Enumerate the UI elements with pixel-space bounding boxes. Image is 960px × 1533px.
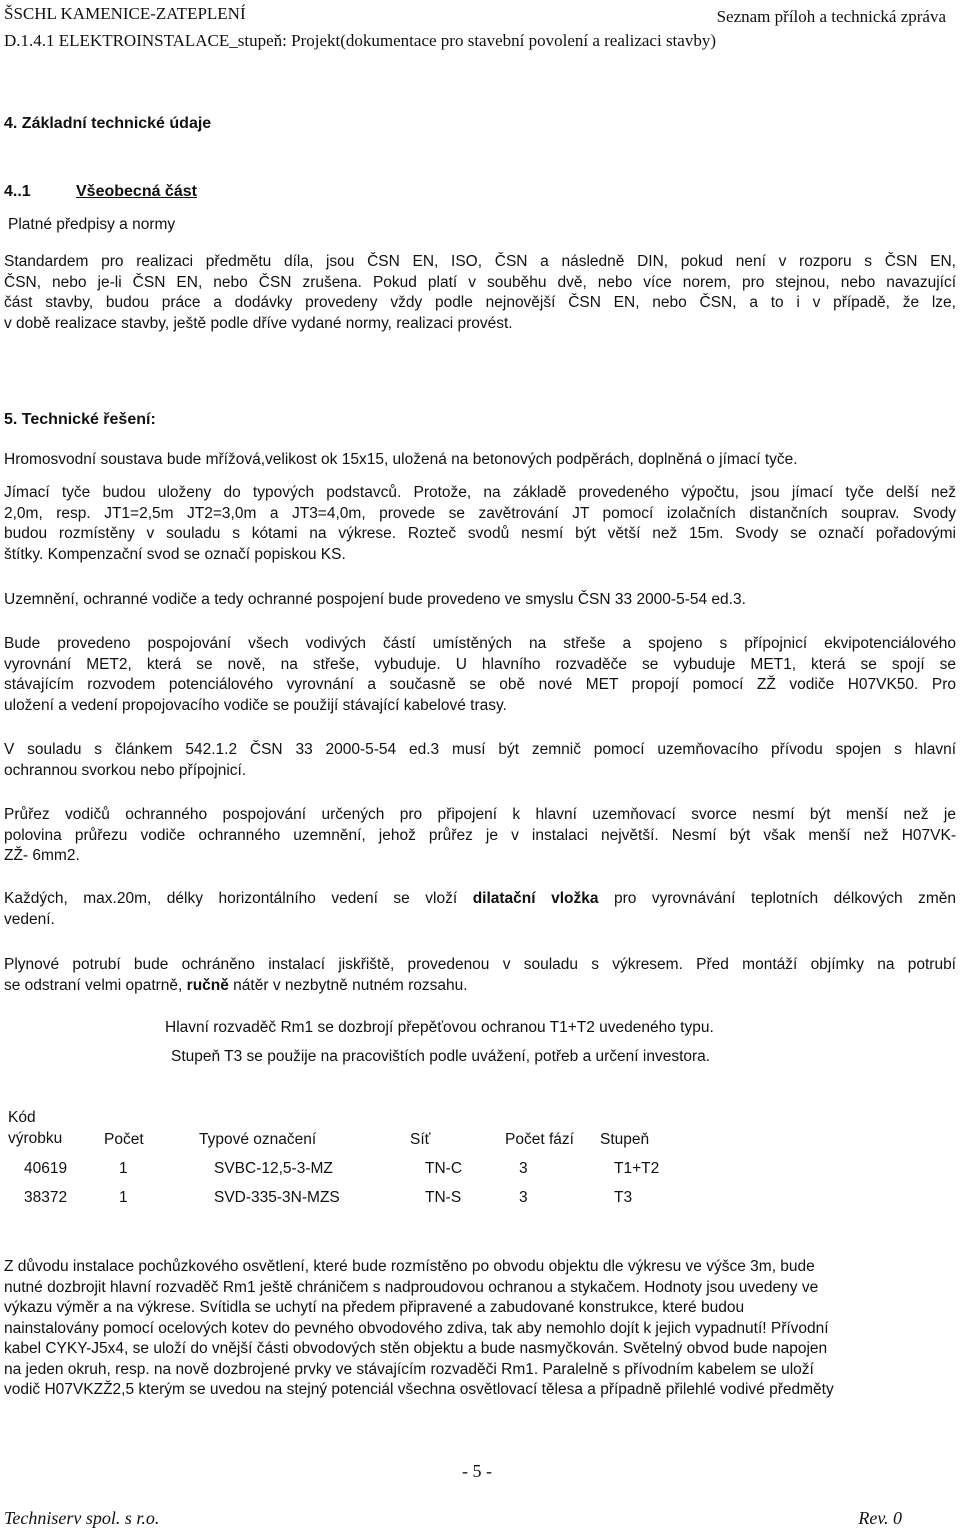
regulations-caption: Platné předpisy a normy bbox=[8, 216, 176, 233]
footer-revision: Rev. 0 bbox=[858, 1508, 902, 1528]
paragraph-line: Z důvodu instalace pochůzkového osvětlení, které bude rozmístěno po obvodu objektu dle výkresu ve výšce 3m, bude bbox=[4, 1258, 815, 1275]
table-cell: 1 bbox=[119, 1160, 128, 1177]
air-terminals-paragraph bbox=[4, 483, 956, 565]
bold-text-run: ručně bbox=[186, 976, 229, 994]
table-cell: 38372 bbox=[24, 1189, 68, 1206]
paragraph-line: část stavby, budou práce a dodávky provedeny vždy podle nejnovější ČSN EN, nebo ČSN, a to i v případě, že lze, bbox=[4, 294, 956, 311]
subsection-title: Všeobecná část bbox=[76, 183, 197, 200]
paragraph-line: vodič H07VKZŽ2,5 kterým se uvedou na stejný potenciál všechna osvětlovací tělesa a případně přilehlé vodivé předměty bbox=[4, 1381, 834, 1398]
text-run: nátěr v nezbytně nutném rozsahu. bbox=[228, 976, 468, 994]
header-line: výrobku bbox=[8, 1130, 63, 1147]
section-5-title: 5. Technické řešení: bbox=[4, 411, 156, 428]
table-cell: 40619 bbox=[24, 1160, 68, 1177]
table-header-cell bbox=[8, 1107, 104, 1149]
table-header-cell: Počet bbox=[104, 1131, 144, 1148]
paragraph-line: ochrannou svorkou nebo přípojnicí. bbox=[4, 761, 247, 779]
table-header-cell: Typové označení bbox=[199, 1131, 317, 1148]
table-cell: SVBC-12,5-3-MZ bbox=[214, 1160, 333, 1177]
header-subtitle: D.1.4.1 ELEKTROINSTALACE_stupeň: Projekt(dokumentace pro stavební povolení a realizaci stavby) bbox=[4, 31, 716, 50]
paragraph-line: nainstalovány pomocí ocelových kotev do pevného obvodového zdiva, tak aby nemohlo dojít k jejich vypadnutí! Přívodní bbox=[4, 1319, 829, 1337]
surge-protection-note: Hlavní rozvaděč Rm1 se dozbrojí přepěťovou ochranou T1+T2 uvedeného typu. bbox=[165, 1019, 714, 1036]
lighting-paragraph bbox=[4, 1257, 956, 1401]
paragraph-line: uložení a vedení propojovacího vodiče se použijí stávající kabelové trasy. bbox=[4, 696, 507, 714]
conductor-cross-section-paragraph bbox=[4, 805, 956, 867]
paragraph-line: Průřez vodičů ochranného pospojování určených pro připojení k hlavní uzemňovací svorce nesmí být menší než je bbox=[4, 806, 956, 823]
table-cell: SVD-335-3N-MZS bbox=[214, 1189, 340, 1206]
page-number: - 5 - bbox=[462, 1461, 492, 1481]
text-run: pro vyrovnávání teplotních délkových změn bbox=[598, 890, 957, 907]
paragraph-line: Jímací tyče budou uloženy do typových podstavců. Protože, na základě provedeného výpočtu, jsou jímací tyče delší než bbox=[4, 484, 956, 501]
expansion-joint-paragraph bbox=[4, 889, 956, 930]
lightning-system-paragraph: Hromosvodní soustava bude mřížová,velikost ok 15x15, uložená na betonových podpěrách, doplněná o jímací tyče. bbox=[4, 451, 798, 468]
table-header-cell: Stupeň bbox=[600, 1131, 650, 1148]
table-cell: 1 bbox=[119, 1189, 128, 1206]
table-header-row bbox=[8, 1107, 690, 1149]
table-cell: TN-C bbox=[425, 1160, 463, 1177]
paragraph-line: vedení. bbox=[4, 910, 55, 928]
table-cell: TN-S bbox=[425, 1189, 462, 1206]
paragraph-line: výkazu výměr a na výkrese. Svítidla se uchytí na předem připravené a zabudované konstrukce, které budou bbox=[4, 1299, 745, 1316]
paragraph-line: Plynové potrubí bude ochráněno instalací jiskřiště, provedenou v souladu s výkresem. Před montáží objímky na potrubí bbox=[4, 956, 956, 973]
paragraph-line bbox=[4, 889, 956, 910]
earth-electrode-paragraph bbox=[4, 740, 956, 781]
text-run: se odstraní velmi opatrně, bbox=[4, 976, 187, 994]
text-run: Každých, max.20m, délky horizontálního vedení se vloží bbox=[4, 890, 473, 907]
paragraph-line: v době realizace stavby, ještě podle dříve vydané normy, realizaci provést. bbox=[4, 314, 513, 332]
paragraph-line: štítky. Kompenzační svod se označí popiskou KS. bbox=[4, 545, 346, 563]
table-cell: T3 bbox=[614, 1189, 633, 1206]
paragraph-line: stávajícím rozvodem potenciálového vyrovnání a současně se obě nové MET propojí pomocí ZŽ vodiče H07VK50. Pro bbox=[4, 676, 956, 693]
section-4-title: 4. Základní technické údaje bbox=[4, 115, 212, 132]
header-project-name: ŠSCHL KAMENICE-ZATEPLENÍ bbox=[4, 4, 246, 23]
table-cell: T1+T2 bbox=[614, 1160, 660, 1177]
paragraph-line: Bude provedeno pospojování všech vodivých částí umístěných na střeše a spojeno s přípojnicí ekvipotenciálového bbox=[4, 635, 956, 652]
t3-note: Stupeň T3 se použije na pracovištích podle uvážení, potřeb a určení investora. bbox=[171, 1048, 711, 1065]
table-row bbox=[8, 1178, 690, 1207]
gas-pipe-paragraph bbox=[4, 955, 956, 996]
paragraph-line: 2,0m, resp. JT1=2,5m JT2=3,0m a JT3=4,0m, provede se zavětrování JT pomocí izolačních distančních souprav. Svody bbox=[4, 504, 956, 522]
paragraph-line: ČSN, nebo je-li ČSN EN, nebo ČSN zrušena. Pokud platí v souběhu dvě, nebo více norem, pro stejnou, nebo navazující bbox=[4, 273, 956, 291]
paragraph-line bbox=[4, 976, 956, 997]
table-cell: 3 bbox=[519, 1160, 528, 1177]
header-document-type: Seznam příloh a technická zpráva bbox=[716, 7, 946, 26]
footer-company: Techniserv spol. s r.o. bbox=[4, 1508, 160, 1528]
bonding-paragraph bbox=[4, 634, 956, 716]
table-header-cell: Síť bbox=[410, 1131, 431, 1148]
paragraph-line: ZŽ- 6mm2. bbox=[4, 847, 80, 864]
standards-paragraph bbox=[4, 252, 956, 334]
grounding-paragraph: Uzemnění, ochranné vodiče a tedy ochranné pospojení bude provedeno ve smyslu ČSN 33 2000-5-54 ed.3. bbox=[4, 591, 746, 608]
subsection-number: 4..1 bbox=[4, 183, 31, 200]
paragraph-line: na jeden okruh, resp. na nově dozbrojené prvky ve stávajícím rozvaděči Rm1. Paralelně s přívodním kabelem se uloží bbox=[4, 1360, 814, 1378]
surge-protector-table bbox=[8, 1107, 690, 1207]
header-line: Kód bbox=[8, 1109, 36, 1126]
paragraph-line: nutné dozbrojit hlavní rozvaděč Rm1 ještě chráničem s nadproudovou ochranou a stykačem. Hodnoty jsou uvedeny ve bbox=[4, 1278, 819, 1296]
paragraph-line: budou rozmístěny v souladu s kótami na výkrese. Rozteč svodů nesmí být větší než 15m. Svody se označí pořadovými bbox=[4, 525, 956, 542]
paragraph-line: kabel CYKY-J5x4, se uloží do vnější části obvodových stěn objektu a bude nasmyčkován. Světelný obvod bude napojen bbox=[4, 1340, 828, 1357]
table-row bbox=[8, 1149, 690, 1178]
table-header-cell: Počet fází bbox=[505, 1131, 574, 1148]
paragraph-line: vyrovnání MET2, která se nově, na střeše, vybuduje. U hlavního rozvaděče se vybuduje MET1, která se spojí se bbox=[4, 655, 956, 673]
table-cell: 3 bbox=[519, 1189, 528, 1206]
paragraph-line: Standardem pro realizaci předmětu díla, jsou ČSN EN, ISO, ČSN a následně DIN, pokud není v rozporu s ČSN EN, bbox=[4, 253, 956, 270]
paragraph-line: polovina průřezu vodiče ochranného uzemnění, jehož průřez je v instalaci největší. Nesmí být však menší než H07VK- bbox=[4, 826, 956, 844]
bold-text-run: dilatační vložka bbox=[472, 890, 599, 907]
paragraph-line: V souladu s článkem 542.1.2 ČSN 33 2000-5-54 ed.3 musí být zemnič pomocí uzemňovacího přívodu spojen s hlavní bbox=[4, 741, 956, 758]
